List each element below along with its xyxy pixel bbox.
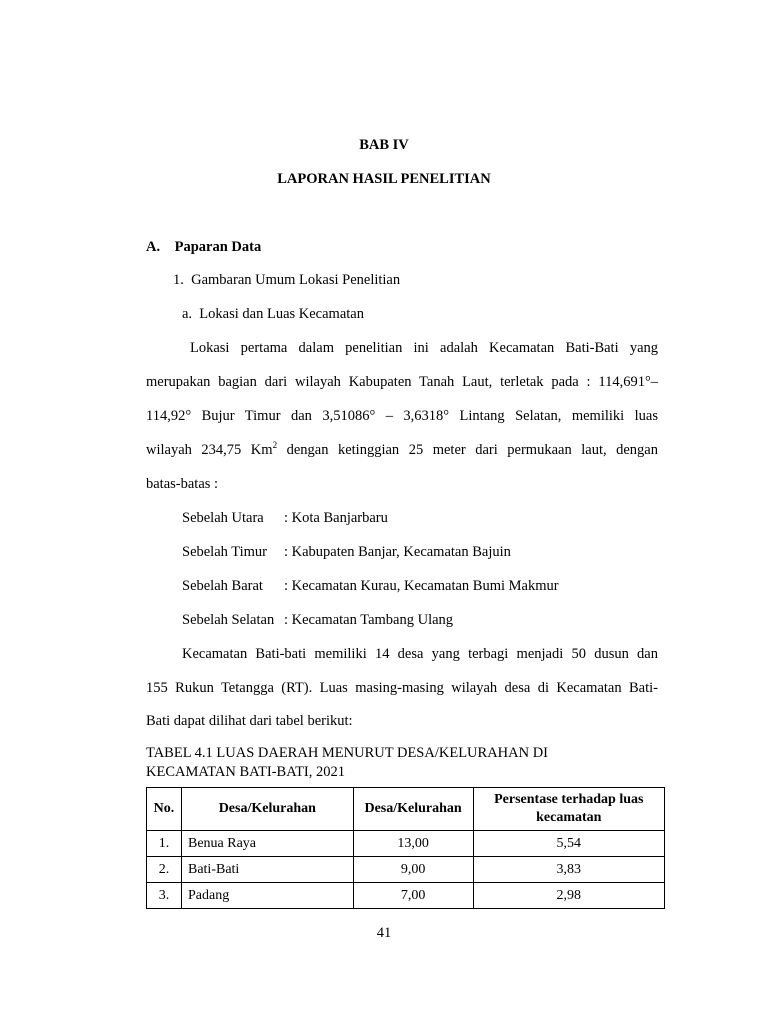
header-persentase: Persentase terhadap luas kecamatan xyxy=(473,788,664,831)
paragraph-line: merupakan bagian dari wilayah Kabupaten Tanah Laut, terletak pada : 114,691°– xyxy=(146,374,658,390)
paragraph-line: 155 Rukun Tetangga (RT). Luas masing-masing wilayah desa di Kecamatan Bati- xyxy=(146,680,658,696)
cell-desa: Benua Raya xyxy=(181,831,353,857)
paragraph-line: Kecamatan Bati-bati memiliki 14 desa yang terbagi menjadi 50 dusun dan xyxy=(182,646,658,662)
table-row xyxy=(147,857,665,883)
table-header-row xyxy=(147,788,665,831)
cell-no: 1. xyxy=(147,831,182,857)
paragraph-line: Lokasi pertama dalam penelitian ini adalah Kecamatan Bati-Bati yang xyxy=(190,340,658,356)
data-table xyxy=(146,787,665,909)
table-caption: TABEL 4.1 LUAS DAERAH MENURUT DESA/KELURAHAN DI xyxy=(146,745,549,761)
cell-luas: 7,00 xyxy=(353,883,473,909)
header-no: No. xyxy=(147,788,182,831)
border-value: : Kecamatan Tambang Ulang xyxy=(284,612,454,628)
cell-persentase: 5,54 xyxy=(473,831,664,857)
border-label: Sebelah Utara xyxy=(182,510,264,526)
cell-luas: 9,00 xyxy=(353,857,473,883)
cell-luas: 13,00 xyxy=(353,831,473,857)
cell-persentase: 2,98 xyxy=(473,883,664,909)
table-row xyxy=(147,831,665,857)
header-desa: Desa/Kelurahan xyxy=(181,788,353,831)
page-number: 41 xyxy=(376,925,392,941)
paragraph-line: batas-batas : xyxy=(146,476,219,492)
border-value: : Kota Banjarbaru xyxy=(284,510,388,526)
chapter-heading: BAB IV xyxy=(359,137,409,153)
cell-persentase: 3,83 xyxy=(473,857,664,883)
cell-no: 2. xyxy=(147,857,182,883)
section-heading: A. Paparan Data xyxy=(146,239,262,255)
cell-no: 3. xyxy=(147,883,182,909)
border-label: Sebelah Selatan xyxy=(182,612,275,628)
border-value: : Kabupaten Banjar, Kecamatan Bajuin xyxy=(284,544,511,560)
chapter-title: LAPORAN HASIL PENELITIAN xyxy=(277,171,491,187)
cell-desa: Padang xyxy=(181,883,353,909)
paragraph-line: 114,92° Bujur Timur dan 3,51086° – 3,6318° Lintang Selatan, memiliki luas xyxy=(146,408,658,424)
table-row xyxy=(147,883,665,909)
cell-desa: Bati-Bati xyxy=(181,857,353,883)
border-label: Sebelah Barat xyxy=(182,578,263,594)
sub-subsection-heading: a. Lokasi dan Luas Kecamatan xyxy=(182,306,364,322)
border-value: : Kecamatan Kurau, Kecamatan Bumi Makmur xyxy=(284,578,559,594)
table-caption: KECAMATAN BATI-BATI, 2021 xyxy=(146,764,346,780)
paragraph-line: Bati dapat dilihat dari tabel berikut: xyxy=(146,713,353,729)
header-luas: Desa/Kelurahan xyxy=(353,788,473,831)
border-label: Sebelah Timur xyxy=(182,544,267,560)
subsection-heading: 1. Gambaran Umum Lokasi Penelitian xyxy=(173,272,401,288)
paragraph-line: wilayah 234,75 Km$^2$ dengan ketinggian 25 meter dari permukaan laut, dengan xyxy=(146,440,658,458)
